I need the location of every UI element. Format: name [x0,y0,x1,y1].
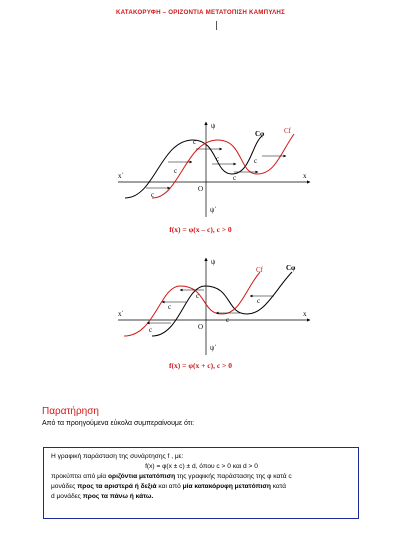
curve-red-label: Cf [284,127,291,135]
graph-horizontal-shift-left [0,250,401,360]
shift-label: c [196,292,200,300]
formula-2: f(x) = φ(x + c), c > 0 [169,361,232,370]
box-line-3: προκύπτει από μία οριζόντια μετατόπιση της γραφικής παράστασης της φ κατά c [51,473,292,480]
shift-label: c [233,174,237,182]
note-intro: Από τα προηγούμενα εύκολα συμπεραίνουμε ότι: [42,420,195,427]
formula-1: f(x) = φ(x – c), c > 0 [169,225,232,234]
shift-label: c [174,167,178,175]
origin-label: O [198,185,204,193]
x-axis-label: x [303,172,307,180]
box-line-1: Η γραφική παράσταση της συνάρτησης f , με: [51,453,184,460]
curve-c-phi [152,272,292,336]
note-title: Παρατήρηση [42,406,99,417]
box-line-5: d μονάδες προς τα πάνω ή κάτω. [51,493,154,500]
x-neg-label: x΄ [118,172,124,180]
y-neg-label: ψ΄ [210,344,217,352]
graph-horizontal-shift-right [0,112,401,222]
origin-label: O [198,323,204,331]
shift-label: c [193,138,197,146]
x-axis-label: x [303,310,307,318]
y-axis-label: ψ [211,122,216,130]
curve-red-label: Cf [256,266,263,274]
shift-label: c [254,157,258,165]
y-axis-label: ψ [211,258,216,266]
curve-black-label: Cφ [255,130,265,138]
shift-label: c [168,303,172,311]
note-box [43,447,359,519]
page-header: ΚΑΤΑΚΟΡΥΦΗ – ΟΡΙΖΟΝΤΙΑ ΜΕΤΑΤΟΠΙΣΗ ΚΑΜΠΥΛΗΣ [115,9,285,16]
curve-black-label: Cφ [286,264,296,272]
shift-label: c [226,316,230,324]
shift-label: c [257,297,261,305]
x-neg-label: x΄ [118,310,124,318]
y-neg-label: ψ΄ [210,206,217,214]
curve-c-f [152,134,294,198]
header-tick [216,21,217,30]
axes [118,258,310,355]
curve-c-f [124,272,260,336]
box-line-4: μονάδες προς τα αριστερά ή δεξιά και από μία κατακόρυφη μετατόπιση κατά [51,483,287,490]
box-line-2: f(x) = φ(x ± c) ± d, όπου c > 0 και d > 0 [145,463,258,470]
shift-label: c [151,191,155,199]
axes [118,122,310,217]
shift-label: c [216,155,220,163]
shift-label: c [149,326,153,334]
